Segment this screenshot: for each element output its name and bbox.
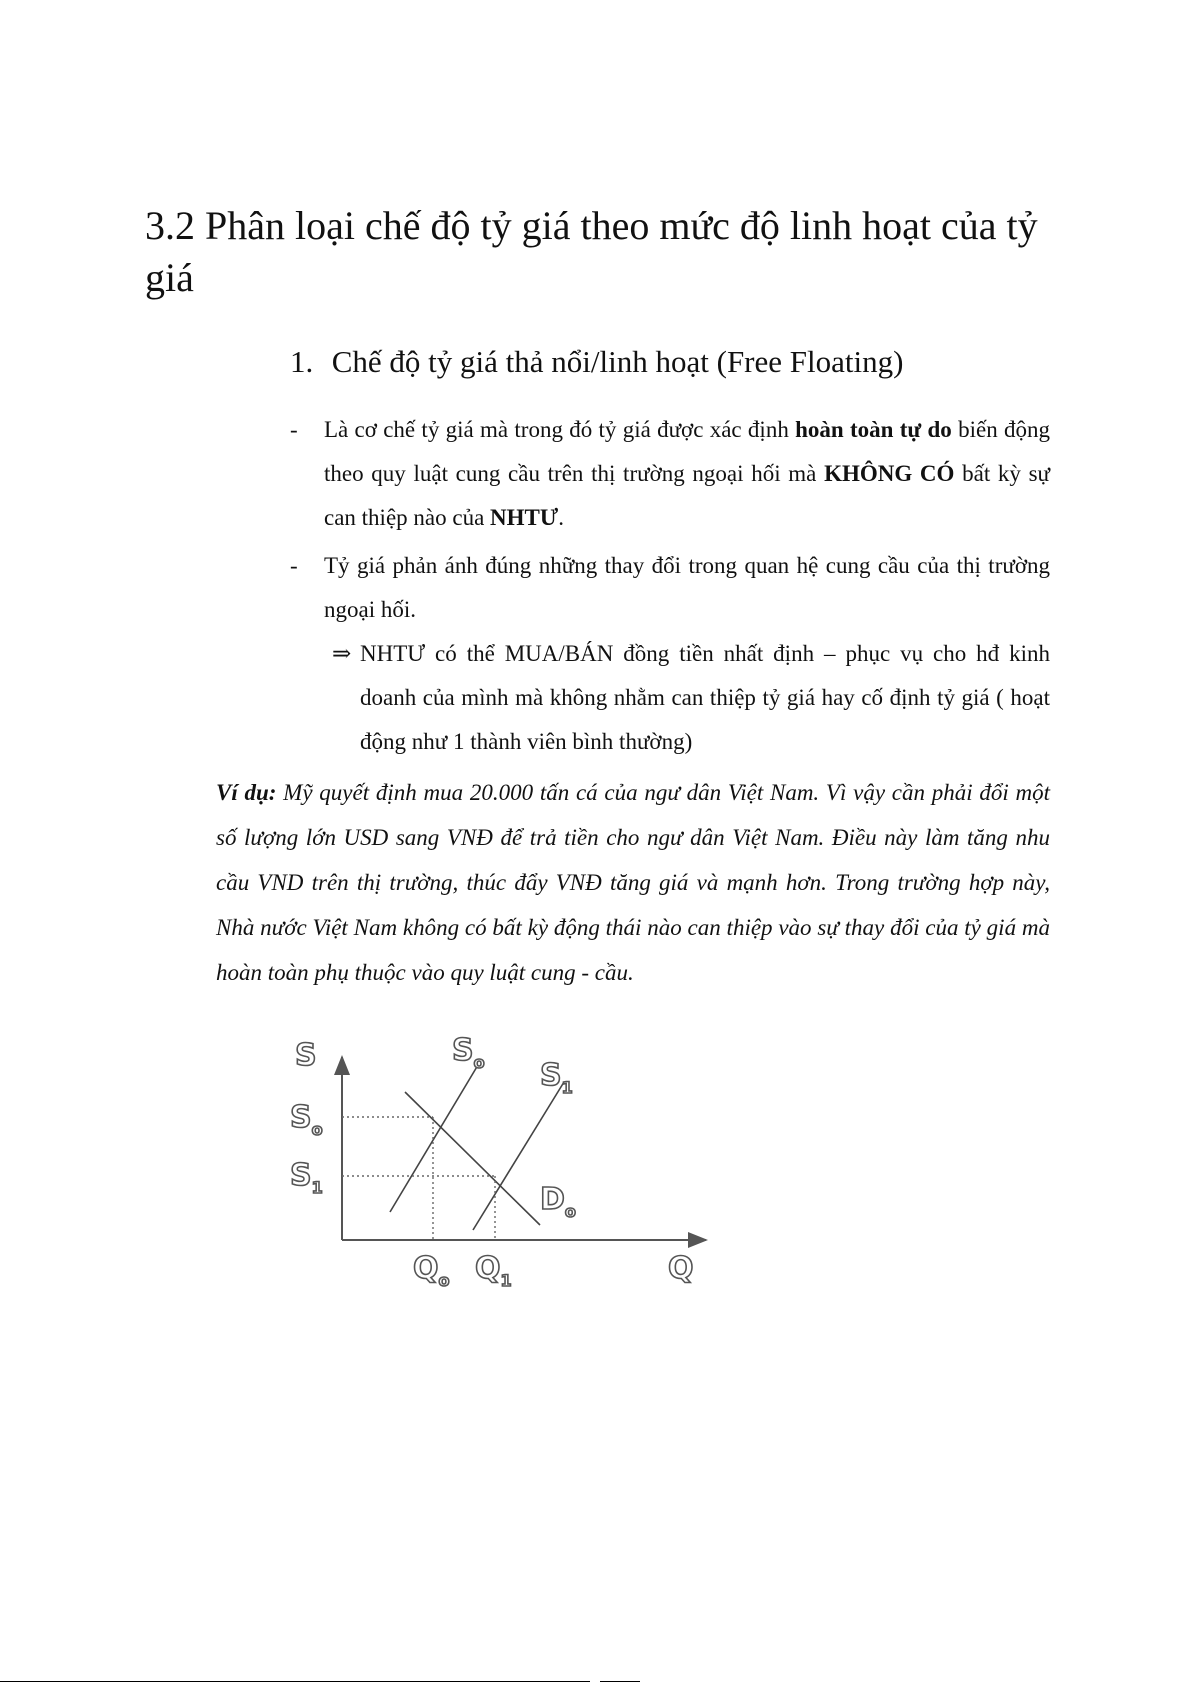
price0-label: $S_o$ — [290, 1100, 323, 1139]
subsection-title: Chế độ tỷ giá thả nổi/linh hoạt (Free Floating) — [331, 344, 904, 379]
subsection-heading — [290, 342, 903, 382]
supply1-label: $S_1$ — [540, 1058, 573, 1097]
bold-phrase-no: KHÔNG CÓ — [824, 461, 955, 486]
supply0-label: $S_o$ — [452, 1035, 485, 1072]
price1-label: $S_1$ — [290, 1158, 323, 1197]
example-label: Ví dụ: — [216, 780, 277, 805]
bullet-marker: - — [290, 417, 298, 442]
implication — [332, 632, 1050, 764]
supply-demand-diagram — [270, 1035, 720, 1375]
supply-curve-s0 — [390, 1065, 478, 1212]
qty0-label: $Q_o$ — [413, 1251, 450, 1290]
bottom-rule-right — [600, 1681, 640, 1682]
bold-phrase-free: hoàn toàn tự do — [795, 417, 952, 442]
x-axis-label: Q — [668, 1251, 694, 1286]
qty1-label: $Q_1$ — [475, 1251, 512, 1290]
bullet-text: Tỷ giá phản ánh đúng những thay đổi trong quan hệ cung cầu của thị trường ngoại hối. — [324, 553, 1050, 622]
subsection-number: 1. — [290, 344, 314, 379]
y-axis-label: S — [295, 1038, 317, 1073]
bullet-marker: - — [290, 553, 298, 578]
demand0-label: $D_o$ — [540, 1182, 576, 1221]
section-title: 3.2 Phân loại chế độ tỷ giá theo mức độ linh hoạt của tỷ giá — [145, 203, 1038, 300]
bullet-item-2 — [290, 544, 1050, 632]
bottom-rule-left — [0, 1681, 590, 1682]
bold-phrase-nhtu: NHTƯ — [490, 505, 559, 530]
example-text: Mỹ quyết định mua 20.000 tấn cá của ngư dân Việt Nam. Vì vậy cần phải đổi một số lượng lớn USD sang VNĐ để trả tiền cho ngư dân Việt Nam. Điều này làm tăng nhu cầu VND trên thị trường, thúc đẩy VNĐ tăng giá và mạnh hơn. Trong trường hợp này, Nhà nước Việt Nam không có bất kỳ động thái nào can thiệp vào sự thay đổi của tỷ giá mà hoàn toàn phụ thuộc vào quy luật cung - cầu. — [216, 780, 1051, 985]
implication-text: NHTƯ có thể MUA/BÁN đồng tiền nhất định – phục vụ cho hđ kinh doanh của mình mà không nhằm can thiệp tỷ giá hay cố định tỷ giá ( hoạt động như 1 thành viên bình thường) — [360, 641, 1050, 754]
bullet-item-1 — [290, 408, 1050, 540]
demand-curve-d0 — [405, 1092, 540, 1225]
bullet-text: Là cơ chế tỷ giá mà trong đó tỷ giá được xác định hoàn toàn tự do biến động theo quy luật cung cầu trên thị trường ngoại hối mà KHÔNG CÓ bất kỳ sự can thiệp nào của NHTƯ. — [324, 417, 1050, 530]
implies-arrow-icon: ⇒ — [332, 641, 352, 666]
example-paragraph — [216, 770, 1050, 995]
